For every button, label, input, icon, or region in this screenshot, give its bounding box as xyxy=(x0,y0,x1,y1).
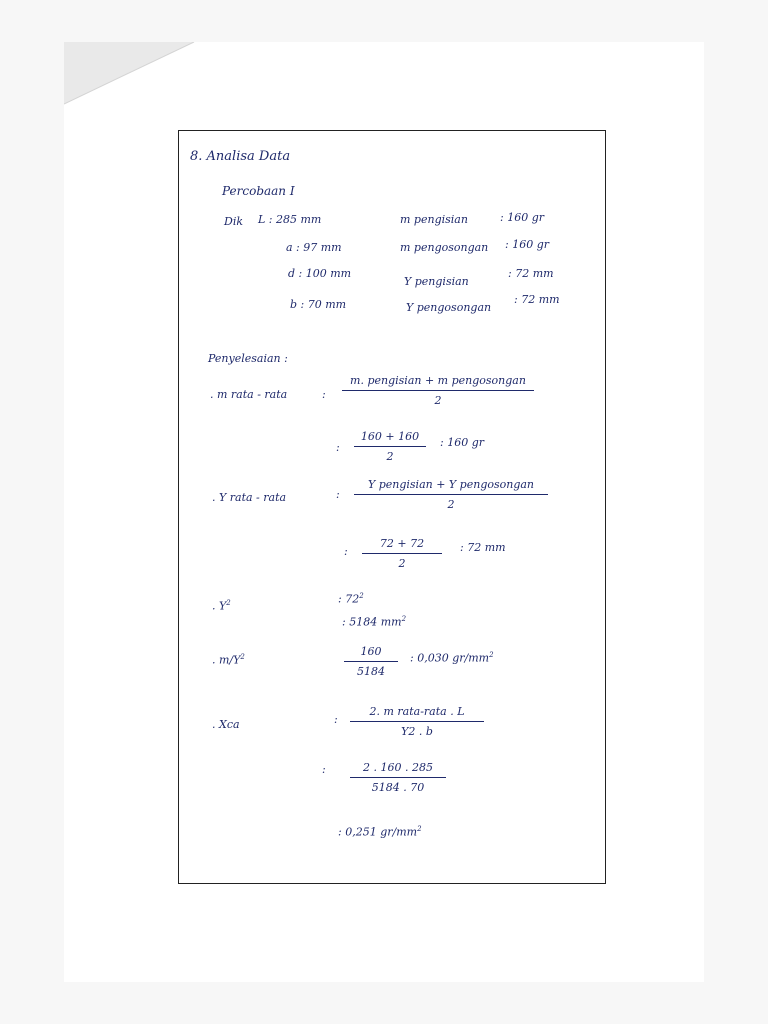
given-b: b : 70 mm xyxy=(290,298,347,311)
equals-sign: : xyxy=(334,713,338,726)
xca-result: : 0,251 $gr/mm^2$ xyxy=(338,825,422,839)
xca-formula xyxy=(350,705,484,738)
given-y-fill: Y pengisian xyxy=(404,275,469,288)
y-squared-step: : $72^2$ xyxy=(338,592,364,606)
given-m-empty-value: : 160 gr xyxy=(505,238,549,251)
equals-sign: : xyxy=(322,388,326,401)
given-m-empty: m pengosongan xyxy=(400,241,489,254)
xca-sub-numerator: 2 . 160 . 285 xyxy=(363,761,433,774)
m-average-denominator: 2 xyxy=(434,394,442,408)
xca-substitution xyxy=(350,761,446,794)
y-average-sub-numerator: 72 + 72 xyxy=(379,537,425,550)
m-average-sub-numerator: 160 + 160 xyxy=(360,430,420,443)
m-over-y-squared-result: : 0,030 $gr/mm^2$ xyxy=(410,651,494,665)
equals-sign: : xyxy=(344,545,348,558)
y-average-denominator: 2 xyxy=(447,498,455,512)
m-average-numerator: m. pengisian + m pengosongan xyxy=(350,374,526,387)
experiment-title: Percobaan I xyxy=(222,184,295,198)
given-y-empty-value: : 72 mm xyxy=(514,293,560,306)
xca-sub-denominator: 5184 . 70 xyxy=(371,781,425,795)
y-squared-label: . $Y^2$ xyxy=(212,599,231,613)
m-average-formula xyxy=(342,374,534,407)
m-over-y-squared-fraction xyxy=(344,645,398,678)
xca-label: . Xca xyxy=(212,718,240,731)
m-average-label: . m rata - rata xyxy=(210,388,288,401)
y-average-label: . Y rata - rata xyxy=(212,491,287,504)
m-average-substitution xyxy=(354,430,426,463)
y-average-substitution xyxy=(362,537,442,570)
y-average-sub-denominator: 2 xyxy=(398,557,406,571)
given-y-fill-value: : 72 mm xyxy=(508,267,554,280)
solution-title: Penyelesaian : xyxy=(208,352,288,365)
xca-denominator: Y2 . b xyxy=(401,725,433,739)
m-over-y-squared-denominator: 5184 xyxy=(357,665,385,679)
m-average-result: : 160 gr xyxy=(440,436,484,449)
y-average-numerator: Y pengisian + Y pengosongan xyxy=(367,478,535,491)
equals-sign: : xyxy=(322,763,326,776)
section-heading: 8. Analisa Data xyxy=(190,149,291,164)
m-over-y-squared-label: . $m/Y^2$ xyxy=(212,653,245,667)
y-squared-result: : 5184 $mm^2$ xyxy=(342,615,407,629)
given-d: d : 100 mm xyxy=(288,267,352,280)
given-a: a : 97 mm xyxy=(286,241,342,254)
xca-numerator: 2. m rata-rata . L xyxy=(369,705,465,718)
given-length: L : 285 mm xyxy=(258,213,322,226)
given-prefix: Dik xyxy=(224,215,244,228)
equals-sign: : xyxy=(336,488,340,501)
m-average-sub-denominator: 2 xyxy=(386,450,394,464)
given-m-fill-value: : 160 gr xyxy=(500,211,544,224)
y-average-result: : 72 mm xyxy=(460,541,506,554)
m-over-y-squared-numerator: 160 xyxy=(360,645,382,658)
given-y-empty: Y pengosongan xyxy=(406,301,492,314)
equals-sign: : xyxy=(336,441,340,454)
given-m-fill: m pengisian xyxy=(400,213,468,226)
y-average-formula xyxy=(354,478,548,511)
